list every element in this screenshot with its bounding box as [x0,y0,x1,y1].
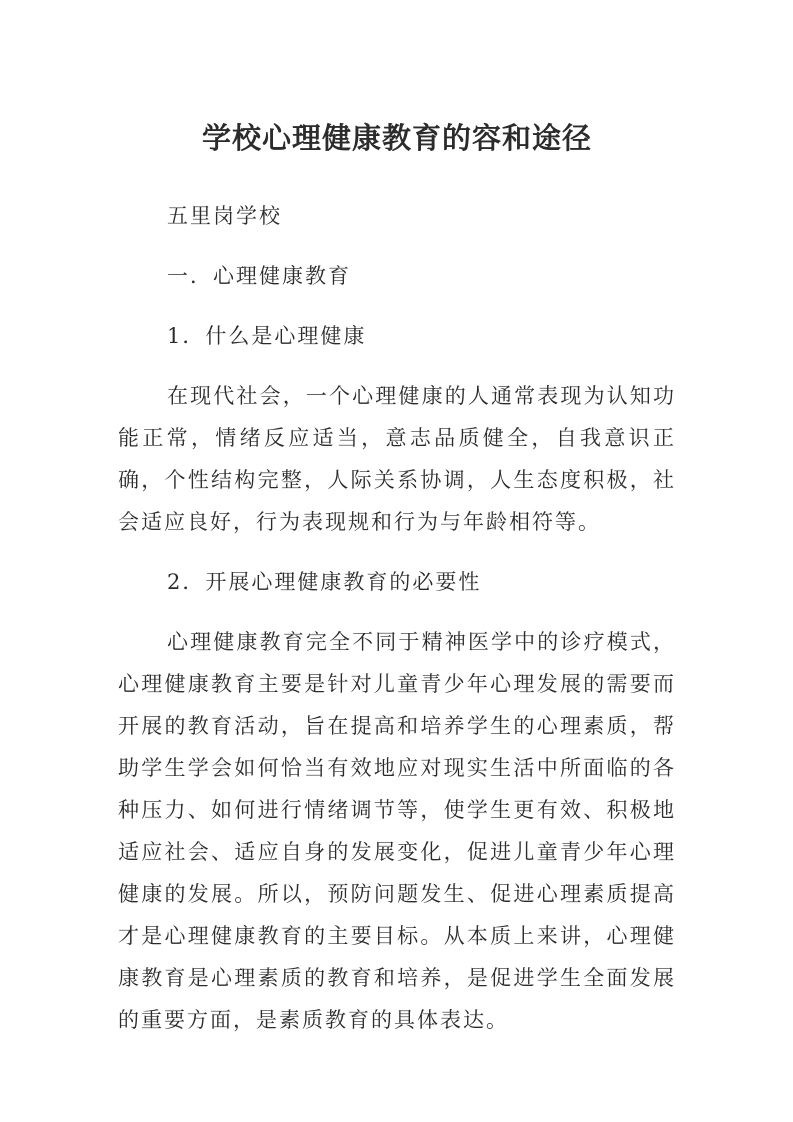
byline-school-name: 五里岗学校 [167,204,282,228]
section-heading-mental-health-education: 一．心理健康教育 [167,264,351,288]
paragraph-what-is-mental-health: 在现代社会，一个心理健康的人通常表现为认知功能正常，情绪反应适当，意志品质健全，自我意识正确，个性结构完整，人际关系协调，人生态度积极，社会适应良好，行为表现规和行为与年龄相符等。 [118,384,676,534]
document-title: 学校心理健康教育的容和途径 [201,121,592,155]
paragraph-necessity-of-mental-health-education: 心理健康教育完全不同于精神医学中的诊疗模式，心理健康教育主要是针对儿童青少年心理发展的需要而开展的教育活动，旨在提高和培养学生的心理素质，帮助学生学会如何恰当有效地应对现实生活中所面临的各种压力、如何进行情绪调节等，使学生更有效、积极地适应社会、适应自身的发展变化，促进儿童青少年心理健康的发展。所以，预防问题发生、促进心理素质提高才是心理健康教育的主要目标。从本质上来讲，心理健康教育是心理素质的教育和培养，是促进学生全面发展的重要方面，是素质教育的具体表达。 [118,630,676,1032]
subheading-necessity-of-mental-health-education: 2．开展心理健康教育的必要性 [167,570,482,594]
subheading-what-is-mental-health: 1．什么是心理健康 [167,324,367,348]
